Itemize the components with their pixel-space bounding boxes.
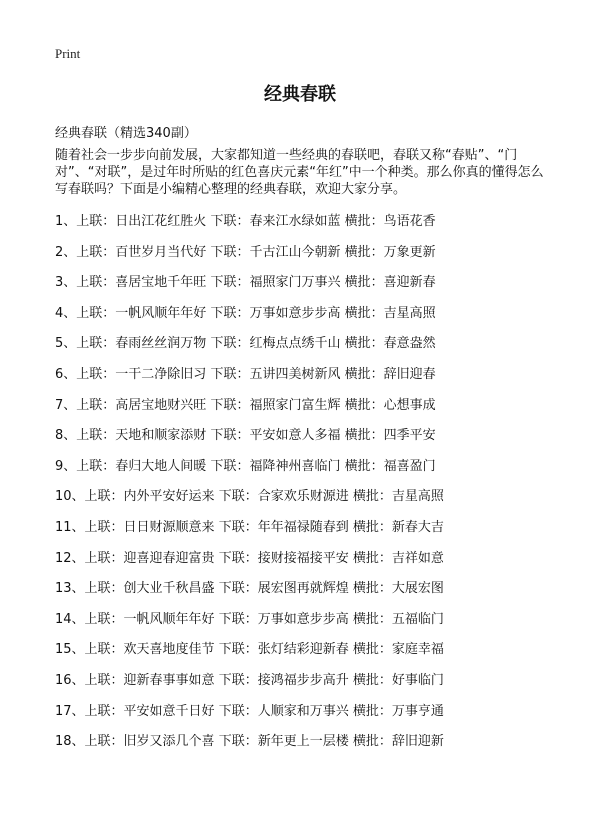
couplet-upper: 上联：喜居宝地千年旺 (76, 275, 207, 291)
couplet-item (55, 306, 555, 337)
couplet-number: 15、 (55, 642, 85, 658)
couplet-upper: 上联：旧岁又添几个喜 (84, 734, 215, 750)
couplet-horizontal: 横批：万象更新 (344, 244, 436, 260)
couplet-upper: 上联：平安如意千日好 (84, 703, 215, 719)
couplet-item (55, 336, 555, 367)
couplet-number: 12、 (55, 550, 85, 566)
couplet-item (55, 704, 555, 735)
couplet-horizontal: 横批：五福临门 (352, 611, 444, 627)
couplet-upper: 上联：创大业千秋昌盛 (84, 581, 215, 597)
couplet-horizontal: 横批：心想事成 (344, 397, 436, 413)
couplet-list (55, 214, 555, 765)
intro-paragraph: 随着社会一步步向前发展，大家都知道一些经典的春联吧，春联又称“春贴”、“门对”、“对联”，是过年时所贴的红色喜庆元素“年红”中一个种类。那么你真的懂得怎么写春联吗？下面是小编精心整理的经典春联，欢迎大家分享。 (55, 148, 544, 197)
couplet-item (55, 245, 555, 276)
couplet-upper: 上联：一干二净除旧习 (76, 366, 207, 382)
couplet-lower: 下联：福照家门万事兴 (210, 275, 341, 291)
couplet-item (55, 673, 555, 704)
couplet-lower: 下联：万事如意步步高 (218, 611, 349, 627)
print-link[interactable]: Print (55, 46, 81, 61)
couplet-upper: 上联：内外平安好运来 (84, 489, 215, 505)
couplet-item (55, 520, 555, 551)
couplet-item (55, 214, 555, 245)
couplet-number: 14、 (55, 611, 85, 627)
couplet-upper: 上联：日出江花红胜火 (76, 214, 207, 229)
couplet-number: 13、 (55, 581, 85, 597)
couplet-number: 10、 (55, 489, 85, 505)
couplet-horizontal: 横批：喜迎新春 (344, 275, 436, 291)
couplet-number: 17、 (55, 703, 85, 719)
couplet-number: 7、 (55, 397, 77, 413)
couplet-upper: 上联：百世岁月当代好 (76, 244, 207, 260)
couplet-number: 4、 (55, 305, 77, 321)
couplet-upper: 上联：春归大地人间暖 (76, 458, 207, 474)
couplet-number: 2、 (55, 244, 77, 260)
couplet-horizontal: 横批：辞旧迎新 (352, 734, 444, 750)
couplet-upper: 上联：一帆风顺年年好 (84, 611, 215, 627)
couplet-upper: 上联：迎喜迎春迎富贵 (84, 550, 215, 566)
couplet-horizontal: 横批：四季平安 (344, 428, 436, 444)
couplet-item (55, 398, 555, 429)
couplet-lower: 下联：张灯结彩迎新春 (218, 642, 349, 658)
couplet-lower: 下联：人顺家和万事兴 (218, 703, 349, 719)
couplet-horizontal: 横批：鸟语花香 (344, 214, 436, 229)
couplet-item (55, 642, 555, 673)
couplet-lower: 下联：五讲四美树新风 (210, 366, 341, 382)
couplet-number: 11、 (55, 519, 85, 535)
couplet-item (55, 367, 555, 398)
couplet-upper: 上联：高居宝地财兴旺 (76, 397, 207, 413)
couplet-number: 6、 (55, 366, 77, 382)
couplet-lower: 下联：展宏图再就辉煌 (218, 581, 349, 597)
couplet-horizontal: 横批：辞旧迎春 (344, 366, 436, 382)
couplet-horizontal: 横批：好事临门 (352, 672, 444, 688)
couplet-number: 5、 (55, 336, 77, 352)
couplet-number: 9、 (55, 458, 77, 474)
page-title: 经典春联 (264, 84, 336, 105)
couplet-upper: 上联：天地和顺家添财 (76, 428, 207, 444)
couplet-upper: 上联：一帆风顺年年好 (76, 305, 207, 321)
couplet-upper: 上联：欢天喜地度佳节 (84, 642, 215, 658)
couplet-lower: 下联：红梅点点绣千山 (210, 336, 341, 352)
couplet-lower: 下联：万事如意步步高 (210, 305, 341, 321)
couplet-upper: 上联：春雨丝丝润万物 (76, 336, 207, 352)
couplet-lower: 下联：年年福禄随春到 (218, 519, 349, 535)
couplet-lower: 下联：春来江水绿如蓝 (210, 214, 341, 229)
couplet-item (55, 275, 555, 306)
couplet-number: 18、 (55, 734, 85, 750)
couplet-upper: 上联：日日财源顺意来 (84, 519, 215, 535)
couplet-lower: 下联：福照家门富生辉 (210, 397, 341, 413)
couplet-upper: 上联：迎新春事事如意 (84, 672, 215, 688)
couplet-lower: 下联：合家欢乐财源进 (218, 489, 349, 505)
couplet-horizontal: 横批：大展宏图 (352, 581, 444, 597)
couplet-horizontal: 横批：新春大吉 (352, 519, 444, 535)
couplet-number: 1、 (55, 214, 77, 229)
couplet-horizontal: 横批：福喜盈门 (344, 458, 436, 474)
couplet-number: 16、 (55, 672, 85, 688)
couplet-item (55, 734, 555, 765)
couplet-horizontal: 横批：万事亨通 (352, 703, 444, 719)
couplet-number: 8、 (55, 428, 77, 444)
couplet-horizontal: 横批：吉星高照 (352, 489, 444, 505)
couplet-lower: 下联：千古江山今朝新 (210, 244, 341, 260)
couplet-lower: 下联：接鸿福步步高升 (218, 672, 349, 688)
couplet-lower: 下联：新年更上一层楼 (218, 734, 349, 750)
couplet-horizontal: 横批：家庭幸福 (352, 642, 444, 658)
couplet-number: 3、 (55, 275, 77, 291)
couplet-lower: 下联：平安如意人多福 (210, 428, 341, 444)
page-subtitle: 经典春联（精选340副） (55, 126, 197, 141)
couplet-item (55, 581, 555, 612)
couplet-horizontal: 横批：春意盎然 (344, 336, 436, 352)
couplet-horizontal: 横批：吉祥如意 (352, 550, 444, 566)
couplet-item (55, 612, 555, 643)
couplet-horizontal: 横批：吉星高照 (344, 305, 436, 321)
couplet-item (55, 489, 555, 520)
couplet-item (55, 428, 555, 459)
couplet-lower: 下联：接财接福接平安 (218, 550, 349, 566)
couplet-item (55, 551, 555, 582)
couplet-item (55, 459, 555, 490)
couplet-lower: 下联：福降神州喜临门 (210, 458, 341, 474)
